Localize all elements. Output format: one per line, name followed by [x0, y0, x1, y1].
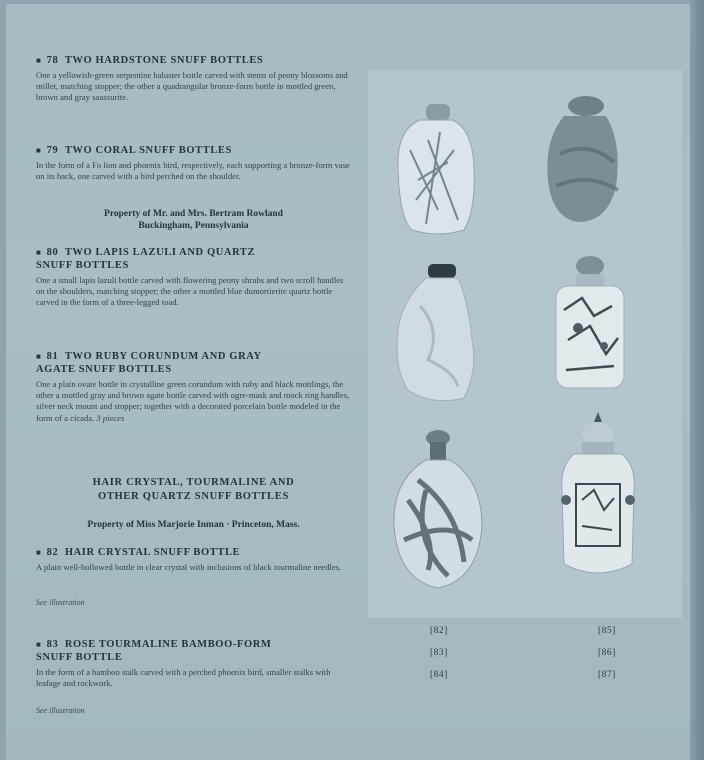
catalog-page [6, 4, 696, 760]
bottle-87-image [561, 412, 635, 573]
section-heading-line2: OTHER QUARTZ SNUFF BOTTLES [97, 491, 290, 502]
figure-ref-85: [85] [598, 626, 616, 636]
see-illustration-82: See illustration [36, 598, 85, 607]
lot-title-cont: SNUFF BOTTLE [36, 652, 123, 663]
lot-83-heading [36, 638, 351, 664]
figure-ref-82: [82] [430, 626, 448, 636]
provenance-location: Buckingham, Pennsylvania [138, 221, 249, 231]
lot-marker: ■ [36, 56, 42, 65]
lot-title: TWO LAPIS LAZULI AND QUARTZ [64, 247, 256, 258]
lot-title-cont: AGATE SNUFF BOTTLES [36, 364, 172, 375]
lot-description-text: One a plain ovate bottle in crystalline green corundum with ruby and black mottlings, the other a mottled gray and brown agate bottle carved with ogre-mask and mock ring handles, silver neck mount and stopper; together with a decorated porcelain bottle modeled in the form of a cicada. [36, 379, 350, 423]
bottle-82-image [398, 104, 474, 234]
bottle-85-image [547, 96, 618, 222]
lot-marker: ■ [36, 640, 42, 649]
lot-description: One a yellowish-green serpentine baluster bottle carved with stems of peony blossoms and millet, matching stopper; the other a quadrangular bronze-form bottle in mottled green, brown and gray saussurite. [36, 70, 348, 103]
see-illustration-83: See illustration [36, 706, 85, 715]
lot-description: In the form of a bamboo stalk carved with a perched phoenix bird, smaller stalks with leafage and rockwork. [36, 667, 331, 689]
lot-title: TWO RUBY CORUNDUM AND GRAY [64, 351, 262, 362]
lot-title-cont: SNUFF BOTTLES [36, 260, 129, 271]
figure-ref-83: [83] [430, 648, 448, 658]
lot-marker: ■ [36, 548, 42, 557]
lot-81 [36, 350, 351, 424]
bottle-84-image [394, 430, 482, 588]
lot-number: 83 [46, 639, 59, 650]
lot-description: In the form of a Fo lion and phoenix bird, respectively, each supporting a bronze-form vase on its back, one carved with a bird perched on the shoulder. [36, 160, 350, 182]
provenance-inman: Property of Miss Marjorie Inman · Princeton, Mass. [87, 520, 300, 530]
lot-marker: ■ [36, 248, 42, 257]
section-heading-line1: HAIR CRYSTAL, TOURMALINE AND [92, 477, 295, 488]
snuff-bottles-photo [368, 70, 682, 618]
lot-title: TWO CORAL SNUFF BOTTLES [64, 145, 232, 156]
figure-ref-84: [84] [430, 670, 448, 680]
figure-ref-86: [86] [598, 648, 616, 658]
lot-80 [36, 246, 351, 309]
pieces-count: 3 pieces [96, 412, 125, 423]
bottle-83-image [397, 264, 474, 401]
photo-plate [368, 70, 682, 618]
lot-79-heading [36, 144, 351, 157]
lot-82-heading [36, 546, 351, 559]
lot-description [36, 379, 351, 424]
section-heading [36, 476, 351, 504]
lot-number: 78 [46, 55, 59, 66]
bottle-86-image [556, 256, 624, 388]
lot-79 [36, 144, 351, 182]
lot-title: HAIR CRYSTAL SNUFF BOTTLE [64, 547, 241, 558]
lot-description: A plain well-hollowed bottle in clear crystal with inclusions of black tourmaline needles. [36, 562, 342, 572]
lot-marker: ■ [36, 146, 42, 155]
provenance-line: Property of Mr. and Mrs. Bertram Rowland [104, 209, 283, 219]
lot-78-heading [36, 54, 351, 67]
book-spine-shadow [690, 0, 704, 760]
lot-number: 81 [46, 351, 59, 362]
lot-81-heading [36, 350, 351, 376]
lot-number: 79 [46, 145, 59, 156]
lot-82 [36, 546, 351, 573]
lot-title: ROSE TOURMALINE BAMBOO-FORM [64, 639, 272, 650]
lot-number: 80 [46, 247, 59, 258]
lot-title: TWO HARDSTONE SNUFF BOTTLES [64, 55, 264, 66]
figure-ref-87: [87] [598, 670, 616, 680]
lot-number: 82 [46, 547, 59, 558]
lot-description: One a small lapis lazuli bottle carved with flowering peony shrubs and two scroll handles on the shoulders, matching stopper; the other a mottled blue dumortierite quartz bottle carved in the form of a three-legged toad. [36, 275, 344, 308]
lot-80-heading [36, 246, 351, 272]
lot-78 [36, 54, 351, 104]
lot-83 [36, 638, 351, 689]
lot-marker: ■ [36, 352, 42, 361]
provenance-rowland [36, 208, 351, 232]
